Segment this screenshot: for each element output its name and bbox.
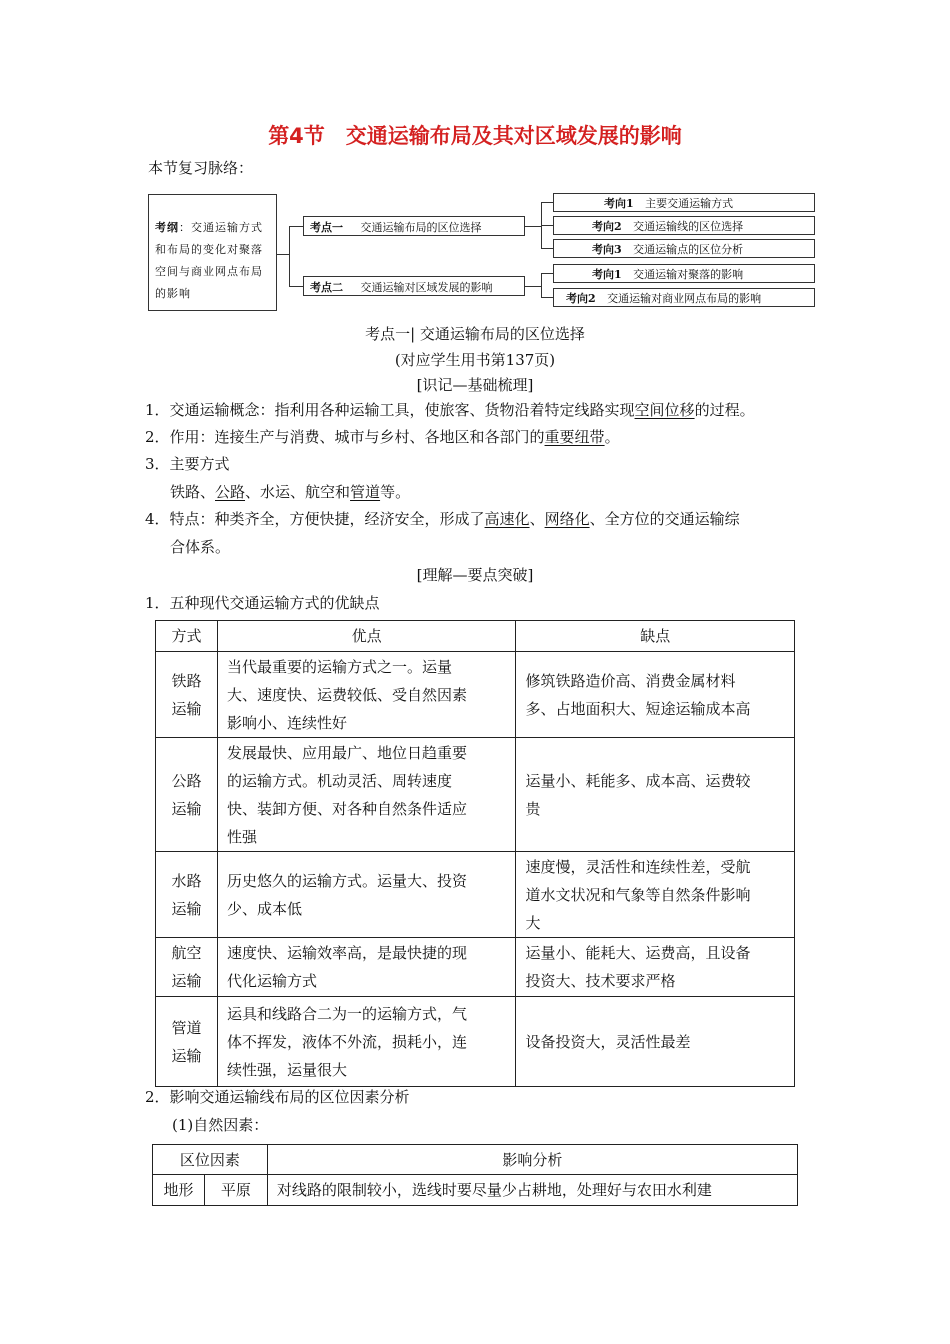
pros-cell: 历史悠久的运输方式。运量大、投资 少、成本低 (217, 852, 516, 938)
subheading-memorize: [识记—基础梳理] (416, 376, 534, 394)
kp2-item-1-tag: 考向1 (592, 268, 622, 281)
kp1-item-1-tag: 考向1 (604, 197, 634, 210)
kp1-item-3 (553, 239, 815, 258)
kp1-item-2-text: 交通运输线的区位选择 (633, 220, 744, 233)
mode-cell: 铁路 运输 (156, 652, 218, 738)
point-4: 4．特点：种类齐全，方便快捷，经济安全，形成了高速化、网络化、全方位的交通运输综 (145, 510, 740, 528)
table2-subcaption: (1)自然因素： (172, 1116, 269, 1134)
subheading-understand: [理解—要点突破] (416, 566, 534, 584)
point-3: 3．主要方式 (145, 455, 230, 473)
analysis-cell: 对线路的限制较小，选线时要尽量少占耕地，处理好与农田水利建 (267, 1175, 797, 1206)
cons-cell: 修筑铁路造价高、消费金属材料 多、占地面积大、短途运输成本高 (516, 652, 795, 738)
kp1-item-2 (553, 216, 815, 235)
header-cons: 缺点 (516, 621, 795, 652)
kp1-item-1-text: 主要交通运输方式 (645, 197, 734, 210)
point-2: 2．作用：连接生产与消费、城市与乡村、各地区和各部门的重要纽带。 (145, 428, 620, 446)
table-row (156, 852, 795, 938)
kp1-box (303, 216, 525, 236)
kp2-text: 交通运输对区域发展的影响 (360, 281, 493, 294)
mode-cell: 航空 运输 (156, 938, 218, 997)
review-label: 本节复习脉络： (148, 159, 254, 177)
kp2-box (303, 276, 525, 296)
table-row (156, 997, 795, 1087)
factor-table (152, 1144, 798, 1206)
table-row (156, 938, 795, 997)
subfactor-cell: 平原 (204, 1175, 267, 1206)
kp2-item-2-text: 交通运输对商业网点布局的影响 (607, 292, 762, 305)
point-4-cont: 合体系。 (170, 538, 231, 556)
mode-cell: 公路 运输 (156, 738, 218, 852)
table-row (156, 738, 795, 852)
cons-cell: 速度慢，灵活性和连续性差，受航 道水文状况和气象等自然条件影响 大 (516, 852, 795, 938)
table-row (153, 1175, 798, 1206)
table1-caption: 1．五种现代交通运输方式的优缺点 (145, 594, 380, 612)
kp1-item-2-tag: 考向2 (592, 220, 622, 233)
table-row (156, 652, 795, 738)
pros-cell: 发展最快、应用最广、地位日趋重要 的运输方式。机动灵活、周转速度 快、装卸方便、对各种自然条件适应 性强 (217, 738, 516, 852)
cons-cell: 设备投资大，灵活性最差 (516, 997, 795, 1087)
table-header-row (156, 621, 795, 652)
transport-table (155, 620, 795, 1087)
header-analysis: 影响分析 (267, 1145, 797, 1175)
kp1-item-3-tag: 考向3 (592, 243, 622, 256)
factor-cell: 地形 (153, 1175, 205, 1206)
page-title: 第4节 交通运输布局及其对区域发展的影响 (268, 124, 682, 148)
pros-cell: 速度快、运输效率高，是最快捷的现 代化运输方式 (217, 938, 516, 997)
kp2-item-1-text: 交通运输对聚落的影响 (633, 268, 744, 281)
section-heading: 考点一| 交通运输布局的区位选择 (365, 325, 585, 343)
pros-cell: 运具和线路合二为一的运输方式，气 体不挥发，液体不外流，损耗小，连 续性强，运量很大 (217, 997, 516, 1087)
outline-box (148, 194, 277, 311)
pros-cell: 当代最重要的运输方式之一。运量 大、速度快、运费较低、受自然因素 影响小、连续性好 (217, 652, 516, 738)
header-factor: 区位因素 (153, 1145, 268, 1175)
kp1-tag: 考点一 (310, 221, 343, 234)
mode-cell: 管道 运输 (156, 997, 218, 1087)
kp1-item-3-text: 交通运输点的区位分析 (633, 243, 744, 256)
table2-caption: 2．影响交通运输线布局的区位因素分析 (145, 1088, 410, 1106)
cons-cell: 运量小、能耗大、运费高，且设备 投资大、技术要求严格 (516, 938, 795, 997)
kp2-item-2-tag: 考向2 (566, 292, 596, 305)
header-pros: 优点 (217, 621, 516, 652)
kp2-tag: 考点二 (310, 281, 343, 294)
section-ref: (对应学生用书第137页) (394, 351, 556, 369)
cons-cell: 运量小、耗能多、成本高、运费较 贵 (516, 738, 795, 852)
kp1-item-1 (553, 193, 815, 212)
table-header-row (153, 1145, 798, 1175)
kp2-item-2 (553, 288, 815, 307)
kp2-item-1 (553, 264, 815, 283)
kp1-text: 交通运输布局的区位选择 (360, 221, 482, 234)
point-3-detail: 铁路、公路、水运、航空和管道等。 (170, 483, 411, 501)
outline-text: 考纲：交通运输方式和布局的变化对聚落空间与商业网点布局的影响 (155, 221, 263, 300)
point-1: 1．交通运输概念：指利用各种运输工具，使旅客、货物沿着特定线路实现空间位移的过程。 (145, 401, 755, 419)
mode-cell: 水路 运输 (156, 852, 218, 938)
header-mode: 方式 (156, 621, 218, 652)
